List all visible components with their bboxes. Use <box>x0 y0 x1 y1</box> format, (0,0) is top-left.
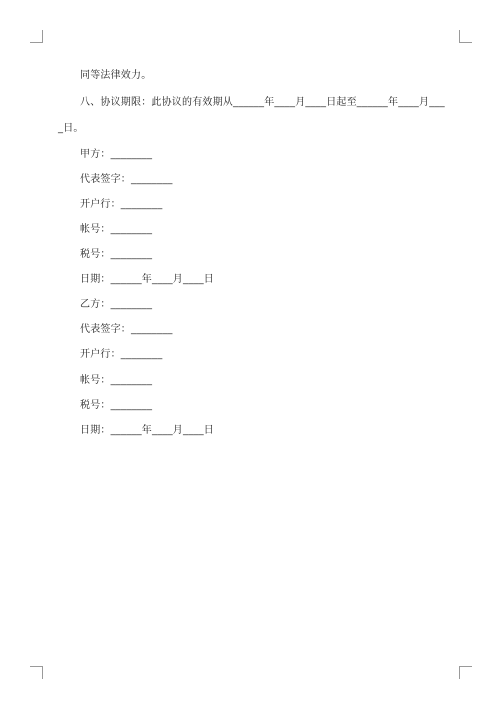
party-b-signature-field: 代表签字：________ <box>80 324 173 335</box>
party-a-signature-field: 代表签字：________ <box>80 174 173 185</box>
party-b-bank-field: 开户行：________ <box>80 349 163 360</box>
party-a-name-field: 甲方：________ <box>80 149 153 160</box>
party-a-tax-id-field: 税号：________ <box>80 249 153 260</box>
bottom-right-margin-mark <box>459 666 472 679</box>
party-a-date-field: 日期：______年____月____日 <box>80 274 214 285</box>
paragraph-term-line-2: _日。 <box>58 123 84 134</box>
party-a-account-field: 帐号：________ <box>80 224 153 235</box>
paragraph-term-line-1: 八、协议期限：此协议的有效期从______年____月____日起至______年____月___ <box>80 97 445 108</box>
party-b-tax-id-field: 税号：________ <box>80 400 153 411</box>
top-right-margin-mark <box>459 30 472 43</box>
bottom-left-margin-mark <box>30 666 43 679</box>
party-a-bank-field: 开户行：________ <box>80 199 163 210</box>
paragraph-legal-effect: 同等法律效力。 <box>80 70 152 81</box>
party-b-name-field: 乙方：________ <box>80 299 153 310</box>
party-b-date-field: 日期：______年____月____日 <box>80 425 214 436</box>
party-b-account-field: 帐号：________ <box>80 375 153 386</box>
top-left-margin-mark <box>30 30 43 43</box>
